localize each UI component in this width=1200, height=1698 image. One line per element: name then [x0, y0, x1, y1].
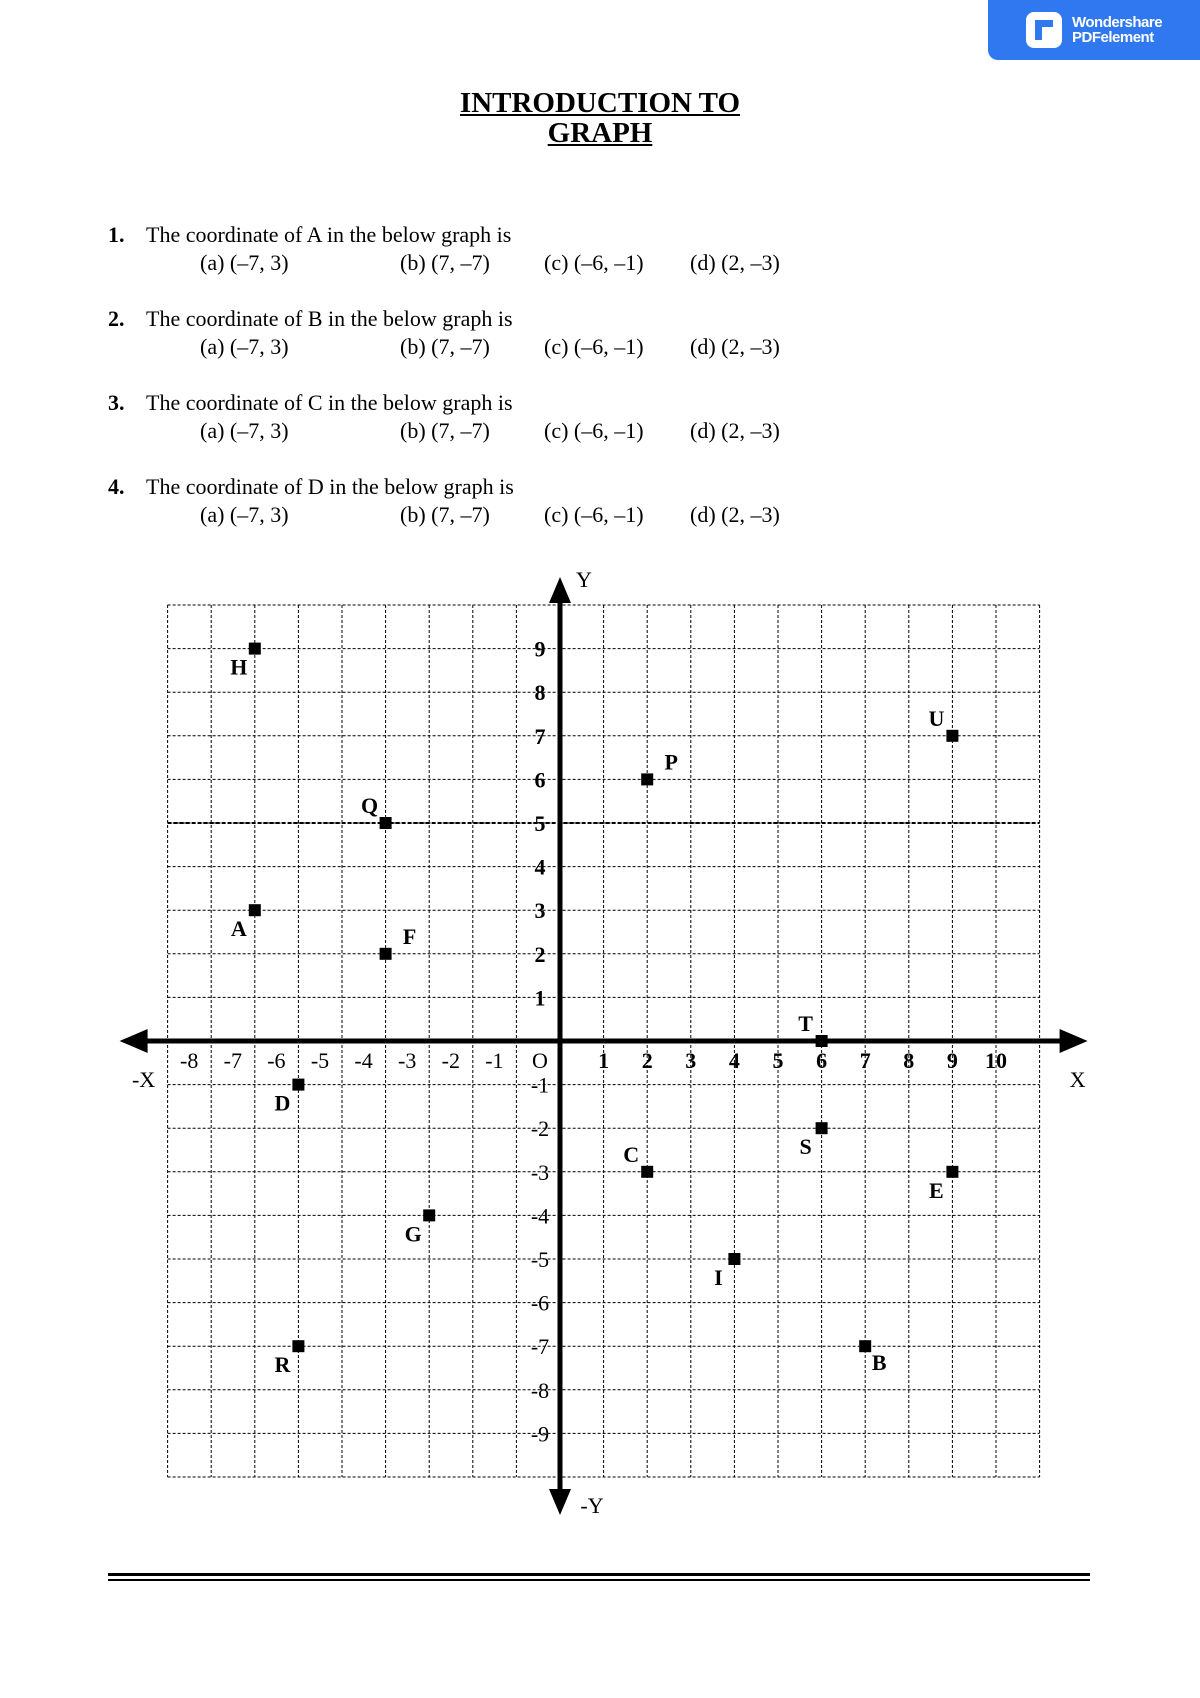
y-tick-label: -8	[530, 1377, 550, 1403]
y-tick-label: 1	[534, 985, 546, 1011]
y-tick-label: 8	[534, 680, 546, 706]
point-marker	[380, 817, 392, 829]
x-tick-label: -5	[310, 1048, 330, 1073]
point-label: E	[929, 1177, 944, 1203]
y-tick-label: 9	[534, 636, 546, 662]
point-marker	[816, 1035, 828, 1047]
y-tick-label: -4	[530, 1203, 550, 1229]
point-label: Q	[361, 793, 379, 818]
y-tick-label: 7	[534, 723, 546, 749]
point-label: G	[404, 1221, 422, 1247]
question-number: 2.	[108, 306, 125, 331]
option-b: (b) (7, –7)	[400, 502, 490, 527]
x-axis-arrow-left	[120, 1029, 148, 1053]
question-2	[108, 306, 1008, 390]
y-tick-label: -9	[530, 1421, 550, 1447]
title-line2: GRAPH	[547, 117, 653, 149]
y-tick-label: 5	[534, 811, 546, 836]
x-tick-label: O	[532, 1048, 548, 1073]
y-tick-label: -1	[530, 1072, 550, 1098]
y-tick-label: -3	[530, 1159, 550, 1185]
point-marker	[641, 1166, 653, 1178]
point-label: F	[402, 923, 417, 949]
coordinate-graph	[0, 540, 1200, 1560]
y-axis-arrow-up	[549, 577, 571, 603]
brand-line2: PDFelement	[1072, 29, 1154, 46]
x-tick-label: 5	[772, 1048, 784, 1073]
question-stem: The coordinate of A in the below graph is	[146, 222, 512, 247]
footer-rule	[108, 1573, 1090, 1576]
brand-line1: Wondershare	[1072, 14, 1163, 31]
question-1	[108, 222, 1008, 306]
x-tick-label: 8	[903, 1048, 915, 1073]
x-tick-label: 7	[859, 1048, 871, 1073]
x-tick-label: 6	[816, 1048, 828, 1073]
point-marker	[249, 904, 261, 916]
option-d: (d) (2, –3)	[690, 418, 780, 443]
question-number: 3.	[108, 390, 125, 415]
x-tick-label: 10	[985, 1048, 1007, 1073]
y-tick-label: -5	[530, 1247, 550, 1272]
point-label: B	[871, 1350, 887, 1376]
question-stem: The coordinate of B in the below graph is	[146, 306, 513, 331]
point-label: R	[274, 1352, 291, 1378]
point-marker	[641, 773, 653, 785]
point-label: T	[798, 1011, 813, 1036]
pdfelement-logo-icon	[1026, 12, 1062, 48]
brand-badge	[988, 0, 1200, 60]
y-tick-label: 2	[534, 941, 546, 967]
x-tick-label: -8	[180, 1048, 199, 1073]
option-d: (d) (2, –3)	[690, 250, 780, 275]
point-label: P	[664, 749, 678, 775]
x-axis-arrow-right	[1060, 1029, 1088, 1053]
option-c: (c) (–6, –1)	[544, 502, 644, 527]
point-marker	[946, 730, 958, 742]
point-marker	[292, 1079, 304, 1091]
point-label: S	[799, 1134, 812, 1160]
y-tick-label: -6	[530, 1290, 550, 1316]
x-tick-label: -1	[485, 1048, 504, 1073]
point-marker	[380, 948, 392, 960]
option-b: (b) (7, –7)	[400, 250, 490, 275]
brand-name	[1072, 15, 1162, 45]
point-label: C	[623, 1141, 640, 1167]
point-marker	[946, 1166, 958, 1178]
y-tick-label: 3	[534, 898, 546, 924]
page-title	[0, 88, 1200, 148]
point-label: H	[230, 654, 248, 680]
x-tick-label: -3	[398, 1048, 417, 1073]
point-marker	[859, 1340, 871, 1352]
question-3	[108, 390, 1008, 474]
y-axis-label: Y	[576, 567, 592, 592]
footer-rule	[108, 1579, 1090, 1581]
option-a: (a) (–7, 3)	[200, 250, 289, 275]
y-tick-label: -2	[530, 1116, 550, 1142]
question-list	[108, 222, 1008, 558]
point-marker	[292, 1340, 304, 1352]
question-stem: The coordinate of C in the below graph is	[146, 390, 513, 415]
x-tick-label: 2	[641, 1048, 653, 1073]
option-d: (d) (2, –3)	[690, 502, 780, 527]
x-tick-label: 4	[728, 1048, 740, 1073]
x-tick-label: -4	[354, 1048, 373, 1073]
option-c: (c) (–6, –1)	[544, 334, 644, 359]
point-marker	[816, 1122, 828, 1134]
option-d: (d) (2, –3)	[690, 334, 780, 359]
point-marker	[423, 1209, 435, 1221]
point-label: I	[714, 1265, 723, 1290]
option-c: (c) (–6, –1)	[544, 418, 644, 443]
point-label: A	[230, 916, 247, 942]
option-a: (a) (–7, 3)	[200, 418, 289, 443]
option-c: (c) (–6, –1)	[544, 250, 644, 275]
question-number: 1.	[108, 222, 125, 247]
point-label: D	[274, 1090, 291, 1116]
option-a: (a) (–7, 3)	[200, 502, 289, 527]
point-label: U	[928, 705, 945, 731]
point-marker	[728, 1253, 740, 1265]
question-stem: The coordinate of D in the below graph is	[146, 474, 514, 499]
option-a: (a) (–7, 3)	[200, 334, 289, 359]
x-tick-label: 1	[598, 1048, 610, 1073]
option-b: (b) (7, –7)	[400, 334, 490, 359]
x-axis-label: X	[1069, 1067, 1086, 1092]
y-axis-neg-label: -Y	[580, 1493, 604, 1518]
question-number: 4.	[108, 474, 125, 499]
title-line1: INTRODUCTION TO	[459, 87, 741, 119]
point-marker	[249, 643, 261, 655]
x-tick-label: -2	[441, 1048, 460, 1073]
x-tick-label: 3	[685, 1048, 697, 1073]
y-tick-label: -7	[530, 1334, 550, 1360]
x-tick-label: -7	[223, 1048, 242, 1073]
y-tick-label: 6	[534, 767, 546, 793]
x-tick-label: 9	[946, 1048, 958, 1073]
option-b: (b) (7, –7)	[400, 418, 490, 443]
x-tick-label: -6	[267, 1048, 286, 1073]
y-axis-arrow-down	[549, 1489, 571, 1515]
y-tick-label: 4	[534, 854, 546, 880]
x-axis-neg-label: -X	[131, 1067, 156, 1092]
